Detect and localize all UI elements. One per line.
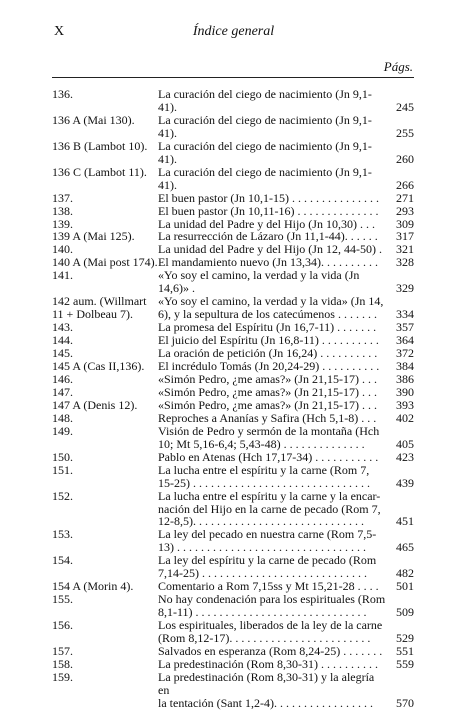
toc-entry-number: 146. — [52, 371, 73, 386]
running-head — [54, 24, 413, 44]
toc-entry-number: 147. — [52, 384, 73, 399]
toc-entry-page: 402 — [396, 410, 414, 425]
toc-entry-title: La predestinación (Rom 8,30-31) . . . . . . . . . . — [158, 656, 378, 671]
toc-entry-number: 157. — [52, 643, 73, 658]
toc-entry — [52, 269, 414, 295]
toc-entry-title: La curación del ciego de nacimiento (Jn 9,1-41). — [158, 112, 372, 140]
toc-entry-number: 140. — [52, 242, 73, 257]
toc-entry-number: 136. — [52, 87, 73, 101]
toc-entry — [52, 192, 414, 205]
toc-entry-number: 149. — [52, 423, 73, 438]
toc-entry-number: 139 A (Mai 125). — [52, 229, 135, 244]
toc-entry-page: 439 — [396, 475, 414, 490]
toc-entry-number: 150. — [52, 449, 73, 464]
page-number: X — [54, 24, 65, 39]
toc-entry-title: Salvados en esperanza (Rom 8,24-25) . . . . . . . — [158, 643, 383, 658]
toc-entry-title: La promesa del Espíritu (Jn 16,7-11) . . . . . . . — [158, 320, 377, 335]
toc-entry-title: «Simón Pedro, ¿me amas?» (Jn 21,15-17) . . . — [158, 384, 377, 399]
toc-entry — [52, 554, 414, 580]
toc-entry — [52, 619, 414, 645]
toc-entry-page: 384 — [396, 359, 414, 374]
toc-entry-title: La oración de petición (Jn 16,24) . . . . . . . . . . — [158, 346, 378, 361]
toc-entry-number: 155. — [52, 592, 73, 607]
toc-entry-page: 321 — [396, 242, 414, 257]
toc-entry — [52, 88, 414, 114]
toc-entry-page: 393 — [396, 397, 414, 412]
toc-entry — [52, 295, 414, 321]
toc-entry-number: 138. — [52, 203, 73, 218]
header-rule — [52, 77, 414, 78]
toc-entry — [52, 490, 414, 529]
toc-entry — [52, 645, 414, 658]
toc-entry-title: El buen pastor (Jn 10,11-16) . . . . . . . . . . . . . . — [158, 203, 379, 218]
toc-entry-page: 423 — [396, 449, 414, 464]
toc-entry-number: 153. — [52, 527, 73, 542]
toc-entry-page: 451 — [396, 514, 414, 529]
toc-entry-page: 245 — [396, 99, 414, 114]
toc-entry-page: 551 — [396, 643, 414, 658]
toc-entry — [52, 658, 414, 671]
toc-entry-number: 139. — [52, 216, 73, 231]
toc-entry-title: Reproches a Ananías y Safira (Hch 5,1-8) . . . — [158, 410, 377, 425]
toc-entry-page: 266 — [396, 177, 414, 192]
toc-entry-title: La unidad del Padre y del Hijo (Jn 10,30) . . . — [158, 216, 375, 231]
toc-entry-page: 293 — [396, 203, 414, 218]
toc-entry-title: El mandamiento nuevo (Jn 13,34). . . . . . . . . . — [158, 255, 378, 270]
toc-entry — [52, 593, 414, 619]
toc-entry-number: 152. — [52, 488, 73, 503]
toc-entry-number: 140 A (Mai post 174). — [52, 255, 158, 270]
toc-entry-title: Visión de Pedro y sermón de la montaña (Hch 10; Mt 5,16-6,4; 5,43-48) . . . . . . . . . . . . . . — [158, 423, 380, 451]
toc-entry-title: La lucha entre el espíritu y la carne y la encar- nación del Hijo en la carne de pecado (Rom 7, 12-8,5). . . . . . . . . . . . . . . . . . . . . . . . . . . . . — [158, 488, 381, 529]
toc-entry-number: 141. — [52, 268, 73, 283]
toc-entry — [52, 671, 414, 710]
toc-entry-title: Comentario a Rom 7,15ss y Mt 15,21-28 . . . . — [158, 579, 379, 594]
toc-entry-title: «Yo soy el camino, la verdad y la vida (Jn 14,6)» . — [158, 268, 363, 296]
toc-entry — [52, 528, 414, 554]
toc-entry — [52, 386, 414, 399]
toc-entry-title: La curación del ciego de nacimiento (Jn 9,1-41). — [158, 164, 372, 192]
toc-entry-page: 559 — [396, 656, 414, 671]
toc-entry-page: 328 — [396, 255, 414, 270]
toc-entry-title: «Yo soy el camino, la verdad y la vida» (Jn 14, 6), y la sepultura de los catecúmenos . . . . . . . — [158, 294, 384, 322]
toc-entry-title: El incrédulo Tomás (Jn 20,24-29) . . . . . . . . . . — [158, 359, 380, 374]
toc-entry-page: 509 — [396, 605, 414, 620]
toc-entry-page: 329 — [396, 281, 414, 296]
toc-entry-number: 151. — [52, 462, 73, 477]
toc-entry-title: La resurrección de Lázaro (Jn 11,1-44). . . . . . — [158, 229, 378, 244]
toc-entry-page: 570 — [396, 695, 414, 710]
pages-column-header: Págs. — [383, 59, 413, 74]
toc-entry-page: 334 — [396, 307, 414, 322]
toc-entry — [52, 166, 414, 192]
toc-entry-title: El juicio del Espíritu (Jn 16,8-11) . . . . . . . . . . — [158, 333, 379, 348]
toc-entry-title: La curación del ciego de nacimiento (Jn 9,1-41). — [158, 87, 372, 114]
toc-entry — [52, 464, 414, 490]
table-of-contents — [52, 88, 414, 710]
toc-entry-number: 156. — [52, 618, 73, 633]
toc-entry-page: 317 — [396, 229, 414, 244]
toc-entry-title: La unidad del Padre y del Hijo (Jn 12, 44-50) . — [158, 242, 382, 257]
toc-entry — [52, 140, 414, 166]
toc-entry-number: 144. — [52, 333, 73, 348]
toc-entry — [52, 425, 414, 451]
toc-entry-page: 271 — [396, 190, 414, 205]
toc-entry-title: Los espirituales, liberados de la ley de la carne (Rom 8,12-17). . . . . . . . . . . . . . . . . . . . . . . . — [158, 618, 383, 646]
toc-entry-number: 136 A (Mai 130). — [52, 112, 135, 127]
toc-entry-number: 143. — [52, 320, 73, 335]
toc-entry-page: 260 — [396, 151, 414, 166]
toc-entry-title: «Simón Pedro, ¿me amas?» (Jn 21,15-17) . . . — [158, 397, 377, 412]
toc-entry-number: 142 aum. (Willmart 11 + Dolbeau 7). — [52, 294, 147, 322]
toc-entry-title: La ley del espíritu y la carne de pecado (Rom 7,14-25) . . . . . . . . . . . . . . . . . . . . . . . . . . . . — [158, 553, 377, 581]
toc-entry — [52, 399, 414, 412]
toc-entry — [52, 412, 414, 425]
toc-entry-page: 465 — [396, 540, 414, 555]
toc-entry-title: Pablo en Atenas (Hch 17,17-34) . . . . . . . . . . . — [158, 449, 379, 464]
toc-entry-page: 255 — [396, 125, 414, 140]
toc-entry-number: 147 A (Denis 12). — [52, 397, 138, 412]
toc-entry-title: No hay condenación para los espirituales (Rom 8,1-11) . . . . . . . . . . . . . . . . . . . . . . . . . . . . . — [158, 592, 386, 620]
toc-entry-page: 529 — [396, 631, 414, 646]
toc-entry-page: 309 — [396, 216, 414, 231]
running-title: Índice general — [192, 24, 275, 39]
toc-entry-page: 372 — [396, 346, 414, 361]
toc-entry — [52, 114, 414, 140]
toc-entry-title: «Simón Pedro, ¿me amas?» (Jn 21,15-17) . . . — [158, 371, 377, 386]
toc-entry-page: 405 — [396, 436, 414, 451]
toc-entry-title: El buen pastor (Jn 10,1-15) . . . . . . . . . . . . . . . — [158, 190, 379, 205]
toc-entry-number: 145. — [52, 346, 73, 361]
toc-entry-number: 148. — [52, 410, 73, 425]
toc-entry-number: 137. — [52, 190, 73, 205]
toc-entry — [52, 205, 414, 218]
toc-entry-number: 154. — [52, 553, 73, 568]
toc-entry-title: La ley del pecado en nuestra carne (Rom 7,5- 13) . . . . . . . . . . . . . . . . . . . . . . . . . . . . . . . . — [158, 527, 377, 555]
toc-entry-page: 482 — [396, 566, 414, 581]
toc-entry-number: 158. — [52, 656, 73, 671]
toc-entry-number: 154 A (Morin 4). — [52, 579, 134, 594]
toc-entry-number: 136 C (Lambot 11). — [52, 164, 147, 179]
toc-entry-number: 136 B (Lambot 10). — [52, 138, 148, 153]
toc-entry-page: 390 — [396, 384, 414, 399]
toc-entry-title: La curación del ciego de nacimiento (Jn 9,1-41). — [158, 138, 372, 166]
toc-entry-number: 145 A (Cas II,136). — [52, 359, 145, 374]
toc-entry-number: 159. — [52, 669, 73, 684]
toc-entry-title: La predestinación (Rom 8,30-31) y la alegría en la tentación (Sant 1,2-4). . . . . . . . . . . . . . . . . — [158, 669, 375, 710]
toc-entry-page: 386 — [396, 371, 414, 386]
toc-entry — [52, 451, 414, 464]
toc-entry — [52, 373, 414, 386]
toc-entry-page: 357 — [396, 320, 414, 335]
toc-entry-title: La lucha entre el espíritu y la carne (Rom 7, 15-25) . . . . . . . . . . . . . . . . . . . . . . . . . . . . . . — [158, 462, 370, 490]
toc-entry-page: 501 — [396, 579, 414, 594]
toc-entry-page: 364 — [396, 333, 414, 348]
